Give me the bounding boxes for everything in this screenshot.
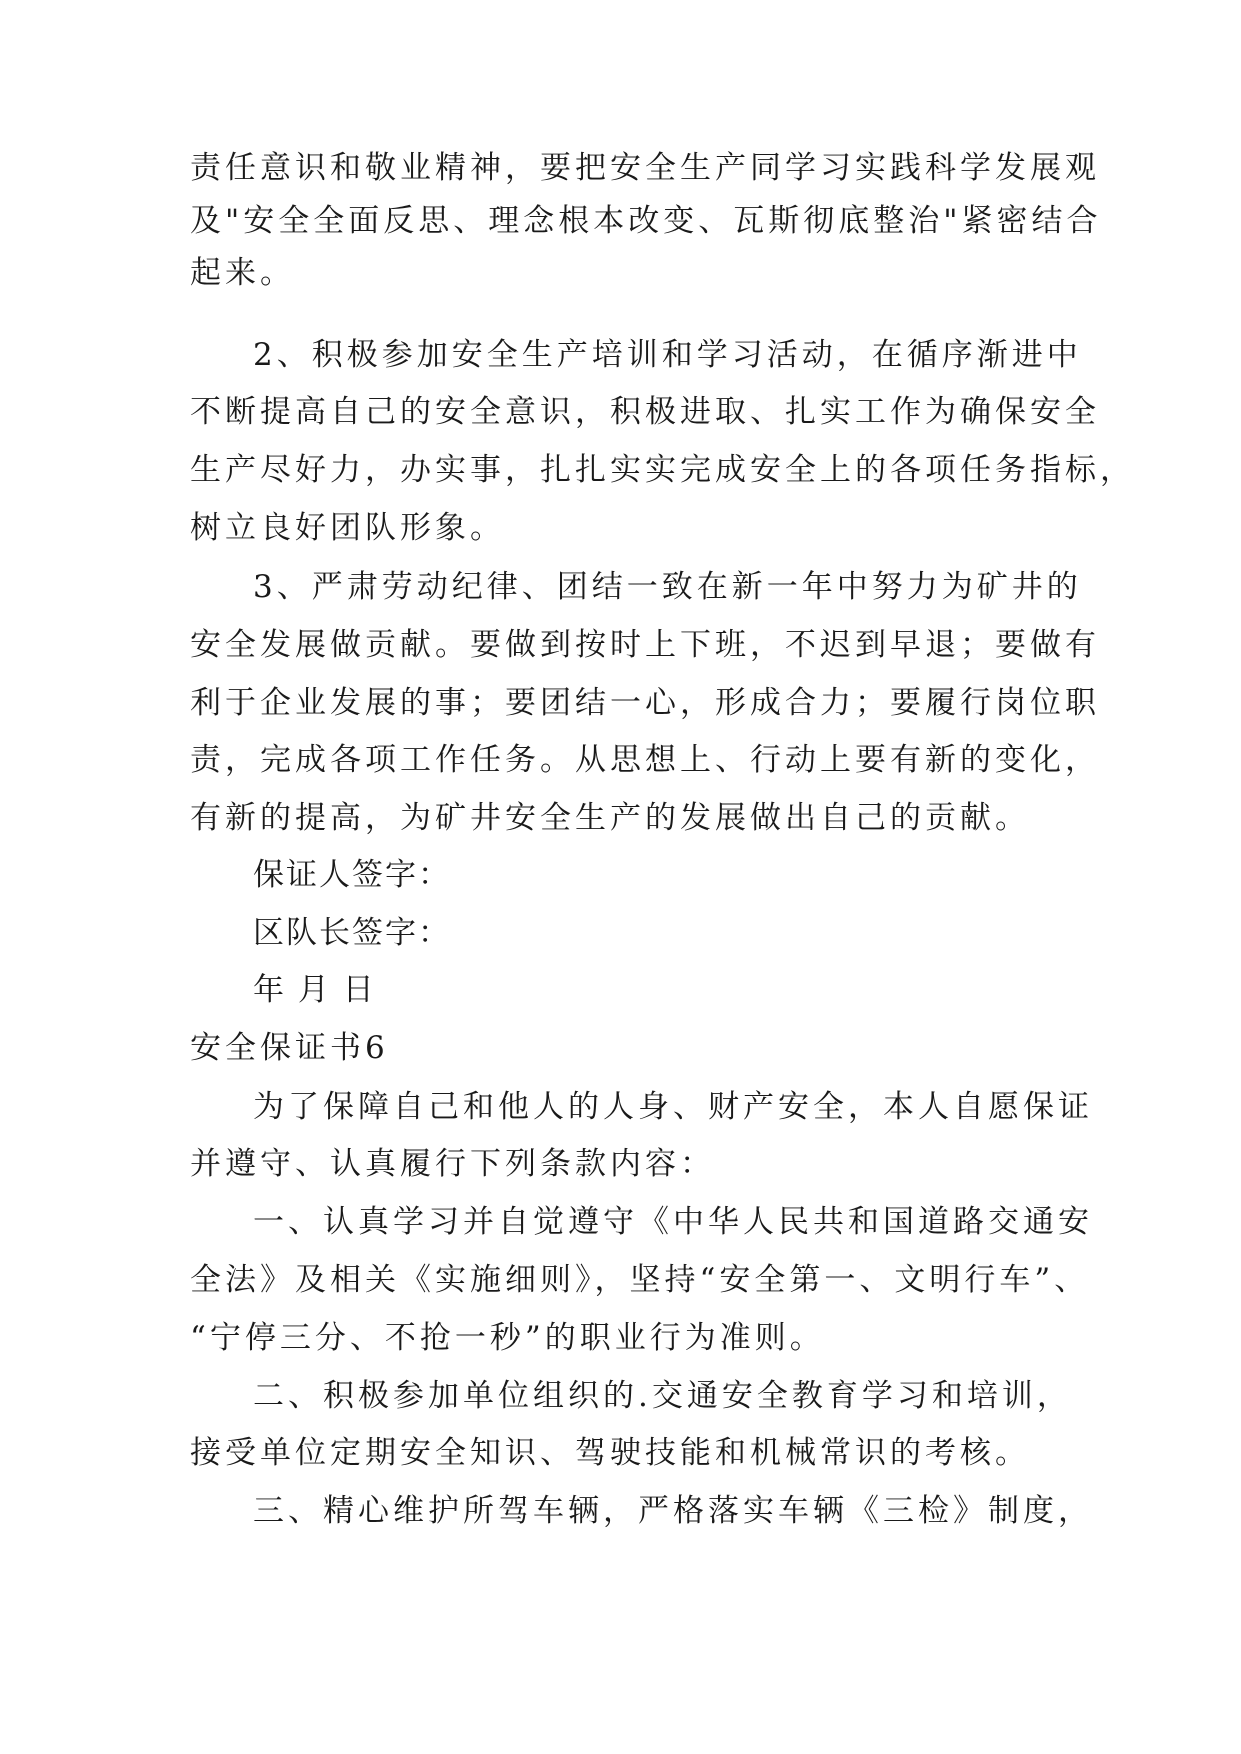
text-line: 起来。 [190, 255, 295, 291]
date-line: 年 月 日 [253, 972, 376, 1008]
text-line: 责任意识和敬业精神，要把安全生产同学习实践科学发展观 [190, 150, 1100, 186]
text-line: 及"安全全面反思、理念根本改变、瓦斯彻底整治"紧密结合 [190, 203, 1102, 239]
text-line: 不断提高自己的安全意识，积极进取、扎实工作为确保安全 [190, 394, 1100, 430]
text-line: 并遵守、认真履行下列条款内容： [190, 1146, 715, 1182]
text-line: 责，完成各项工作任务。从思想上、行动上要有新的变化， [190, 742, 1100, 778]
text-line: 安全发展做贡献。要做到按时上下班，不迟到早退；要做有 [190, 627, 1100, 663]
text-line: 二、积极参加单位组织的.交通安全教育学习和培训， [253, 1378, 1072, 1414]
team-leader-signature-label: 区队长签字： [253, 915, 451, 951]
text-line: 接受单位定期安全知识、驾驶技能和机械常识的考核。 [190, 1435, 1030, 1471]
text-line: 三、精心维护所驾车辆，严格落实车辆《三检》制度， [253, 1493, 1093, 1529]
text-line: 全法》及相关《实施细则》，坚持“安全第一、文明行车”、 [190, 1262, 1090, 1298]
text-line: 有新的提高，为矿井安全生产的发展做出自己的贡献。 [190, 800, 1030, 836]
section-heading: 安全保证书6 [190, 1030, 389, 1066]
guarantor-signature-label: 保证人签字： [253, 857, 451, 893]
text-line: 3、严肃劳动纪律、团结一致在新一年中努力为矿井的 [253, 569, 1082, 605]
text-line: 为了保障自己和他人的人身、财产安全，本人自愿保证 [253, 1089, 1093, 1125]
text-line: “宁停三分、不抢一秒”的职业行为准则。 [190, 1320, 825, 1356]
text-line: 树立良好团队形象。 [190, 510, 505, 546]
text-line: 利于企业发展的事；要团结一心，形成合力；要履行岗位职 [190, 685, 1100, 721]
text-line: 生产尽好力，办实事，扎扎实实完成安全上的各项任务指标， [190, 452, 1135, 488]
text-line: 一、认真学习并自觉遵守《中华人民共和国道路交通安 [253, 1204, 1093, 1240]
text-line: 2、积极参加安全生产培训和学习活动，在循序渐进中 [253, 337, 1082, 373]
